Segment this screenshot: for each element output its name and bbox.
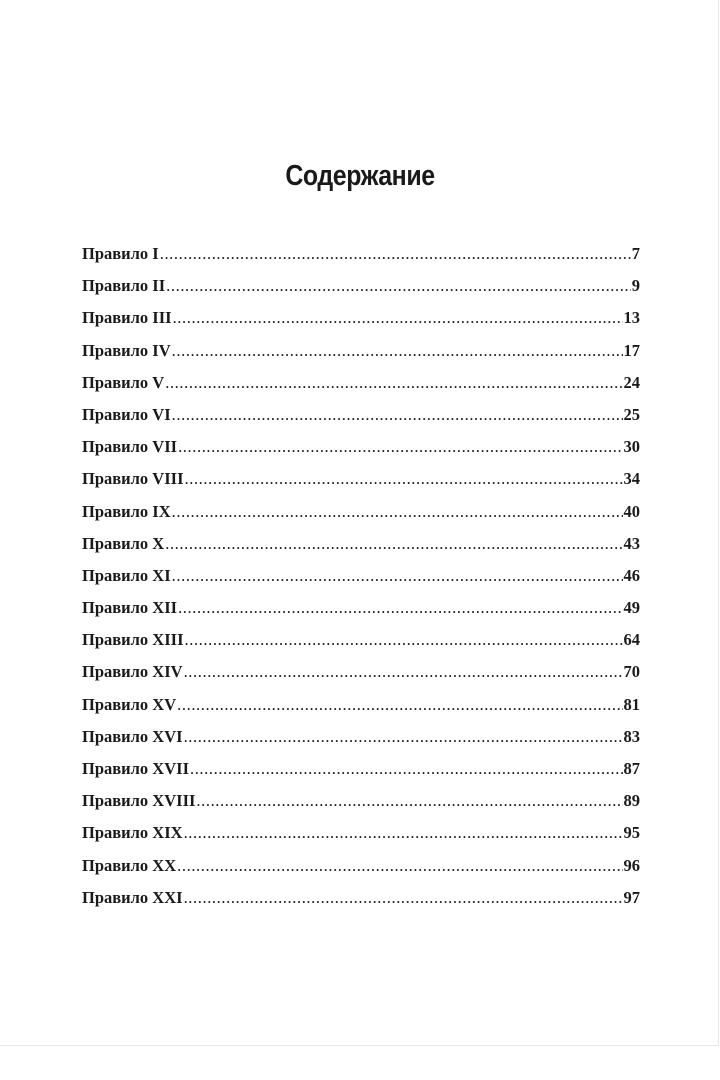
toc-entry xyxy=(82,856,640,888)
toc-entry-label: Правило VII xyxy=(82,437,178,457)
dot-leader xyxy=(185,630,623,650)
dot-leader xyxy=(196,791,622,811)
toc-entry xyxy=(82,888,640,920)
dot-leader xyxy=(172,566,623,586)
toc-entry-label: Правило IX xyxy=(82,501,171,521)
toc-entry-page: 24 xyxy=(623,372,640,392)
toc-entry-page: 96 xyxy=(623,855,640,875)
dot-leader xyxy=(184,662,623,682)
toc-entry-page: 89 xyxy=(623,791,640,811)
toc-entry xyxy=(82,566,640,598)
toc-entry-label: Правило VIII xyxy=(82,469,184,489)
toc-entry-page: 17 xyxy=(623,340,640,360)
toc-entry xyxy=(82,437,640,469)
toc-entry-page: 46 xyxy=(623,565,640,585)
page-title: Содержание xyxy=(285,160,435,192)
dot-leader xyxy=(184,888,623,908)
dot-leader xyxy=(160,244,631,264)
toc-entry-page: 49 xyxy=(623,598,640,618)
dot-leader xyxy=(165,373,622,393)
dot-leader xyxy=(178,598,622,618)
dot-leader xyxy=(177,856,622,876)
dot-leader xyxy=(184,727,623,747)
dot-leader xyxy=(166,276,631,296)
toc-entry-page: 95 xyxy=(623,823,640,843)
toc-entry xyxy=(82,469,640,501)
toc-entry-label: Правило III xyxy=(82,308,172,328)
toc-entry-label: Правило I xyxy=(82,244,159,263)
toc-entry-label: Правило XVI xyxy=(82,726,183,746)
toc-entry-page: 7 xyxy=(631,244,640,263)
toc-entry-page: 97 xyxy=(623,887,640,907)
toc-entry-label: Правило X xyxy=(82,533,165,553)
table-of-contents xyxy=(82,244,640,920)
toc-entry-page: 9 xyxy=(631,276,640,296)
toc-entry-label: Правило XX xyxy=(82,855,177,875)
toc-entry-label: Правило XIX xyxy=(82,823,183,843)
toc-entry xyxy=(82,244,640,276)
dot-leader xyxy=(173,308,623,328)
toc-entry-label: Правило XI xyxy=(82,565,171,585)
toc-entry xyxy=(82,341,640,373)
toc-entry xyxy=(82,308,640,340)
dot-leader xyxy=(172,405,623,425)
toc-entry xyxy=(82,373,640,405)
toc-entry-page: 25 xyxy=(623,404,640,424)
toc-entry xyxy=(82,405,640,437)
toc-entry xyxy=(82,695,640,727)
toc-entry xyxy=(82,759,640,791)
toc-entry-label: Правило XIV xyxy=(82,662,183,682)
toc-entry xyxy=(82,276,640,308)
toc-entry-label: Правило VI xyxy=(82,404,171,424)
toc-entry-label: Правило XV xyxy=(82,694,177,714)
toc-entry-page: 30 xyxy=(623,437,640,457)
toc-entry xyxy=(82,502,640,534)
toc-entry xyxy=(82,534,640,566)
toc-entry xyxy=(82,727,640,759)
toc-entry-label: Правило IV xyxy=(82,340,171,360)
dot-leader xyxy=(165,534,622,554)
toc-entry-label: Правило XXI xyxy=(82,887,183,907)
dot-leader xyxy=(190,759,623,779)
dot-leader xyxy=(178,437,622,457)
toc-entry-page: 43 xyxy=(623,533,640,553)
dot-leader xyxy=(172,341,623,361)
toc-entry-label: Правило XVII xyxy=(82,759,189,778)
toc-entry xyxy=(82,823,640,855)
toc-entry xyxy=(82,791,640,823)
toc-entry-label: Правило XIII xyxy=(82,630,184,650)
toc-entry xyxy=(82,662,640,694)
toc-entry-label: Правило XII xyxy=(82,598,178,618)
dot-leader xyxy=(184,823,623,843)
toc-entry-label: Правило XVIII xyxy=(82,791,196,811)
toc-entry-page: 81 xyxy=(623,694,640,714)
toc-entry-page: 40 xyxy=(623,501,640,521)
toc-entry-page: 70 xyxy=(623,662,640,682)
toc-entry-page: 83 xyxy=(623,726,640,746)
toc-entry-label: Правило II xyxy=(82,276,166,296)
toc-entry-label: Правило V xyxy=(82,372,165,392)
dot-leader xyxy=(172,502,623,522)
toc-entry-page: 64 xyxy=(623,630,640,650)
toc-entry-page: 13 xyxy=(623,308,640,328)
toc-entry-page: 87 xyxy=(623,759,640,778)
toc-entry-page: 34 xyxy=(623,469,640,489)
toc-entry xyxy=(82,630,640,662)
dot-leader xyxy=(185,469,623,489)
dot-leader xyxy=(177,695,622,715)
toc-entry xyxy=(82,598,640,630)
